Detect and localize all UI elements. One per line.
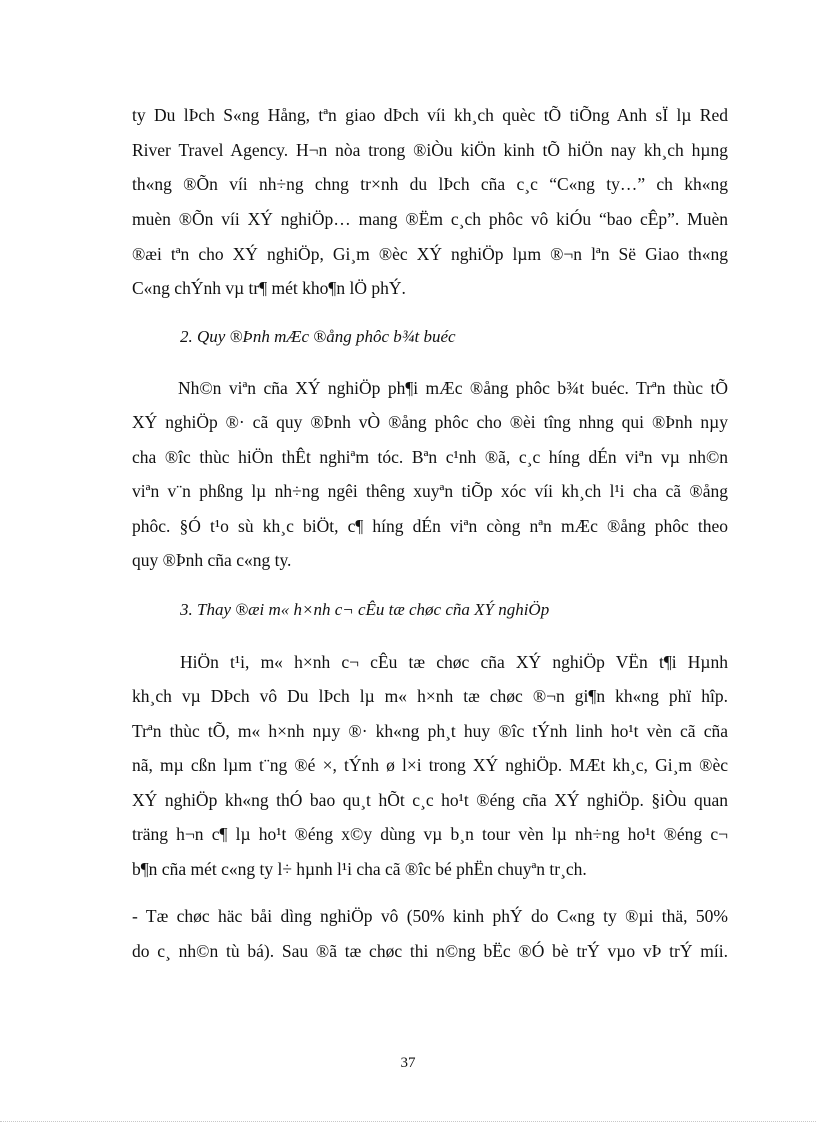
paragraph-3-line-4: nã, mµ cßn lµm t¨ng ®é ×, tÝnh ø l×i trong XÝ nghiÖp. MÆt kh¸c, Gi¸m ®èc [132,755,728,775]
page-number: 37 [400,1055,416,1071]
paragraph-2-line-1: Nh©n viªn cña XÝ nghiÖp ph¶i mÆc ®ång phôc b¾t buéc. Trªn thùc tÕ [178,378,728,398]
paragraph-3-line-6: träng h¬n c¶ lµ ho¹t ®éng x©y dùng vµ b¸n tour vèn lµ nh÷ng ho¹t ®éng c¬ [132,824,728,844]
paragraph-2-line-6: quy ®Þnh cña c«ng ty. [132,550,292,570]
paragraph-3-line-5: XÝ nghiÖp kh«ng thÓ bao qu¸t hÕt c¸c ho¹t ®éng cña XÝ nghiÖp. §iÒu quan [132,790,728,810]
paragraph-1-line-1: ty Du lÞch S«ng Hång, tªn giao dÞch víi kh¸ch quèc tÕ tiÕng Anh sÏ lµ Red [132,105,728,125]
paragraph-1-line-5: ®æi tªn cho XÝ nghiÖp, Gi¸m ®èc XÝ nghiÖp lµm ®¬n lªn Së Giao th«ng [132,244,728,264]
paragraph-1-line-2: River Travel Agency. H¬n nòa trong ®iÒu kiÖn kinh tÕ hiÖn nay kh¸ch hµng [132,140,728,160]
paragraph-3-line-2: kh¸ch vµ DÞch vô Du lÞch lµ m« h×nh tæ chøc ®¬n gi¶n kh«ng phï hîp. [132,686,728,706]
bullet-1-line-2: do c¸ nh©n tù bá). Sau ®ã tæ chøc thi n©ng bËc ®Ó bè trÝ vµo vÞ trÝ míi. [132,941,728,961]
paragraph-3-line-1: HiÖn t¹i, m« h×nh c¬ cÊu tæ chøc cña XÝ nghiÖp VËn t¶i Hµnh [180,652,728,672]
section-heading-2: 2. Quy ®Þnh mÆc ®ång phôc b¾t buéc [180,327,456,346]
paragraph-1-line-6: C«ng chÝnh vµ tr¶ mét kho¶n lÖ phÝ. [132,278,406,298]
paragraph-3-line-3: Trªn thùc tÕ, m« h×nh nµy ®· kh«ng ph¸t huy ®îc tÝnh linh ho¹t vèn cã cña [132,721,728,741]
paragraph-2-line-5: phôc. §Ó t¹o sù kh¸c biÖt, c¶ híng dÉn viªn còng nªn mÆc ®ång phôc theo [132,516,728,536]
paragraph-1-line-4: muèn ®Õn víi XÝ nghiÖp… mang ®Ëm c¸ch phôc vô kiÓu “bao cÊp”. Muèn [132,209,728,229]
section-heading-3: 3. Thay ®æi m« h×nh c¬ cÊu tæ chøc cña XÝ nghiÖp [180,600,550,619]
paragraph-3-line-7: b¶n cña mét c«ng ty l÷ hµnh l¹i cha cã ®îc bé phËn chuyªn tr¸ch. [132,859,587,879]
page-bottom-divider [0,1121,816,1122]
paragraph-2-line-3: cha ®îc thùc hiÖn thÊt nghiªm tóc. Bªn c¹nh ®ã, c¸c híng dÉn viªn vµ nh©n [132,447,728,467]
paragraph-1-line-3: th«ng ®Õn víi nh÷ng chng tr×nh du lÞch cña c¸c “C«ng ty…” ch kh«ng [132,174,728,194]
bullet-1-line-1: - Tæ chøc häc båi dìng nghiÖp vô (50% kinh phÝ do C«ng ty ®µi thä, 50% [132,906,728,926]
paragraph-2-line-2: XÝ nghiÖp ®· cã quy ®Þnh vÒ ®ång phôc cho ®èi tîng nhng qui ®Þnh nµy [132,412,728,432]
paragraph-2-line-4: viªn v¨n phßng lµ nh÷ng ngêi thêng xuyªn tiÕp xóc víi kh¸ch l¹i cha cã ®ång [132,481,728,501]
